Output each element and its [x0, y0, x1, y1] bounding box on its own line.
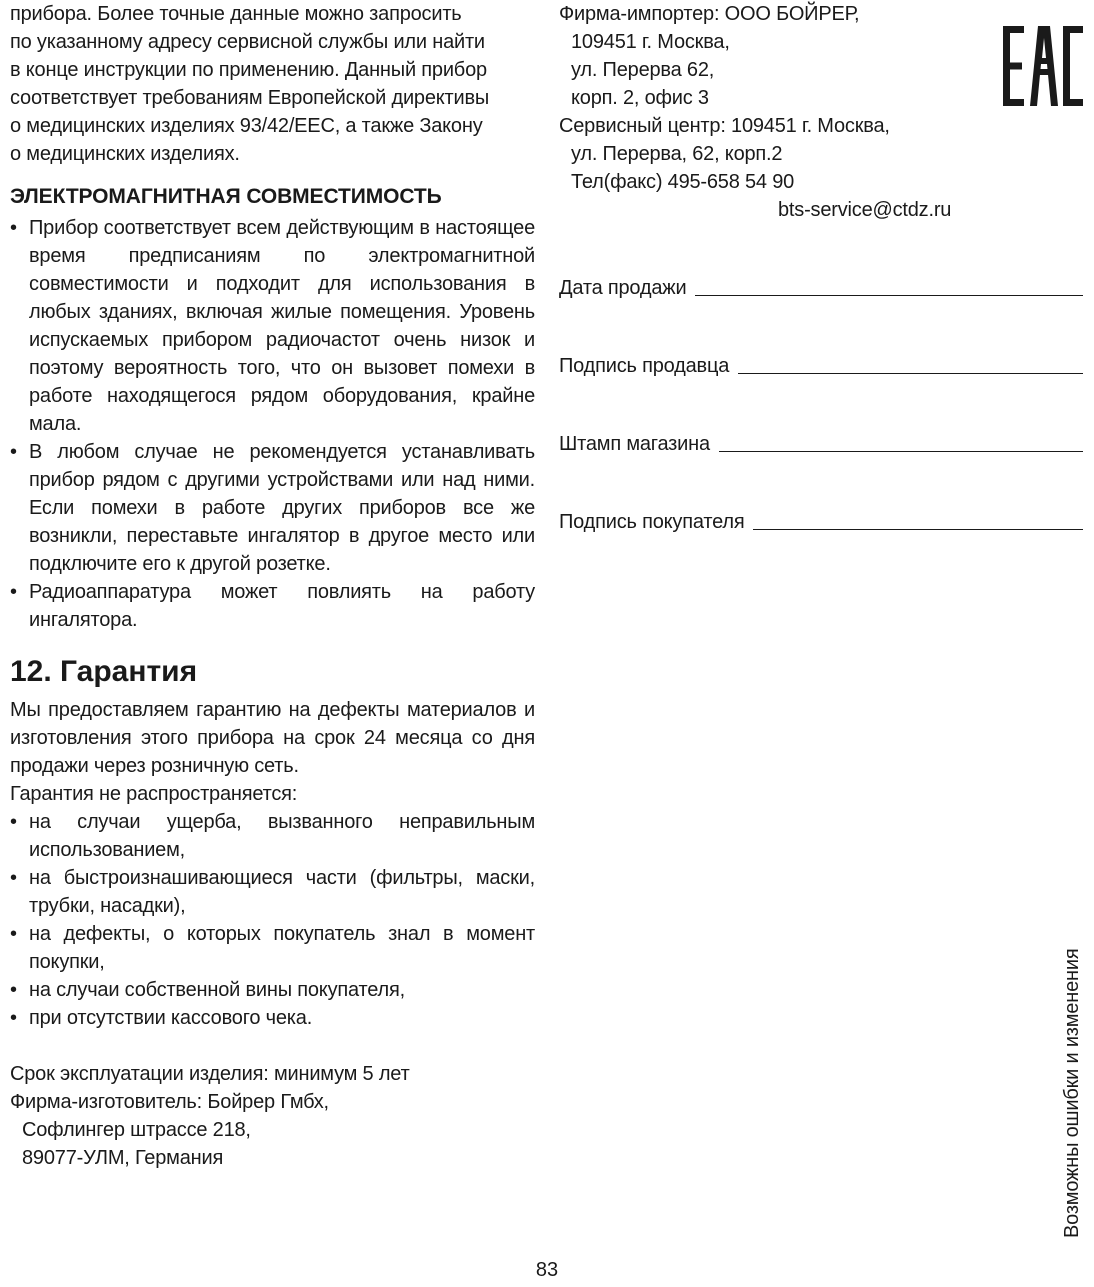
intro-line: о медицинских изделиях 93/42/EEC, а также Закону — [10, 115, 483, 137]
manufacturer-label: Фирма-изготовитель: Бойрер Гмбх, — [10, 1091, 329, 1113]
intro-line: в конце инструкции по применению. Данный прибор — [10, 59, 487, 81]
signature-field-seller — [559, 352, 1083, 380]
manufacturer-city: 89077-УЛМ, Германия — [22, 1147, 224, 1169]
emc-bullet: • Радиоаппаратура может повлиять на работу ингалятора. — [10, 578, 535, 634]
service-center-phone: Тел(факс) 495-658 54 90 — [571, 171, 795, 193]
importer-label: Фирма-импортер: ООО БОЙРЕР, — [559, 3, 860, 25]
signature-field-label: Подпись продавца — [559, 355, 730, 377]
warranty-title: 12. Гарантия — [10, 655, 198, 688]
signature-line — [753, 529, 1083, 530]
intro-line: прибора. Более точные данные можно запросить — [10, 3, 462, 25]
eac-mark-icon — [1003, 26, 1083, 106]
warranty-exclusion: • на дефекты, о которых покупатель знал в момент покупки, — [10, 920, 535, 976]
signature-line — [695, 295, 1083, 296]
manufacturer-street: Софлингер штрассе 218, — [22, 1119, 251, 1141]
signature-field-stamp — [559, 430, 1083, 458]
signature-field-label: Подпись покупателя — [559, 511, 745, 533]
service-life: Срок эксплуатации изделия: минимум 5 лет — [10, 1063, 410, 1085]
side-note: Возможны ошибки и изменения — [1061, 948, 1083, 1238]
intro-line: о медицинских изделиях. — [10, 143, 240, 165]
signature-field-label: Штамп магазина — [559, 433, 710, 455]
service-center-email: bts-service@ctdz.ru — [778, 199, 952, 221]
emc-heading: ЭЛЕКТРОМАГНИТНАЯ СОВМЕСТИМОСТЬ — [10, 185, 442, 208]
signature-field-buyer — [559, 508, 1083, 536]
warranty-exclusion: • при отсутствии кассового чека. — [10, 1004, 535, 1032]
importer-office: корп. 2, офис 3 — [571, 87, 709, 109]
warranty-exclusion: • на случаи ущерба, вызванного неправильным использованием, — [10, 808, 535, 864]
service-center-label: Сервисный центр: 109451 г. Москва, — [559, 115, 890, 137]
emc-bullet-list — [10, 214, 535, 634]
intro-line: по указанному адресу сервисной службы или найти — [10, 31, 485, 53]
intro-line: соответствует требованиям Европейской директивы — [10, 87, 490, 109]
importer-street: ул. Перерва 62, — [571, 59, 715, 81]
page-number: 83 — [535, 1259, 559, 1281]
signature-line — [719, 451, 1083, 452]
emc-bullet: • Прибор соответствует всем действующим в настоящее время предписаниям по электромагнитной совместимости и подходит для использования в любых зданиях, включая жилые помещения. Уровень испускаемых прибором радиочастот очень низок и поэтому вероятность того, что он вызовет помехи в работе находящегося рядом оборудования, крайне мала. — [10, 214, 535, 438]
intro-paragraph — [10, 0, 535, 168]
signature-field-label: Дата продажи — [559, 277, 687, 299]
service-center-street: ул. Перерва, 62, корп.2 — [571, 143, 783, 165]
importer-city: 109451 г. Москва, — [571, 31, 730, 53]
warranty-exclusion: • на быстроизнашивающиеся части (фильтры, маски, трубки, насадки), — [10, 864, 535, 920]
signature-field-sale-date — [559, 274, 1083, 302]
warranty-exclusion: • на случаи собственной вины покупателя, — [10, 976, 535, 1004]
warranty-intro: Мы предоставляем гарантию на дефекты материалов и изготовления этого прибора на срок 24 месяца со дня продажи через розничную сеть. — [10, 699, 535, 777]
emc-bullet: • В любом случае не рекомендуется устанавливать прибор рядом с другими устройствами или над ними. Если помехи в работе других приборов все же возникли, переставьте ингалятор в другое место или подключите его к другой розетке. — [10, 438, 535, 578]
warranty-exclusions-label: Гарантия не распространяется: — [10, 783, 298, 805]
warranty-exclusion-list — [10, 808, 535, 1032]
signature-line — [738, 373, 1083, 374]
left-column — [10, 0, 535, 1172]
